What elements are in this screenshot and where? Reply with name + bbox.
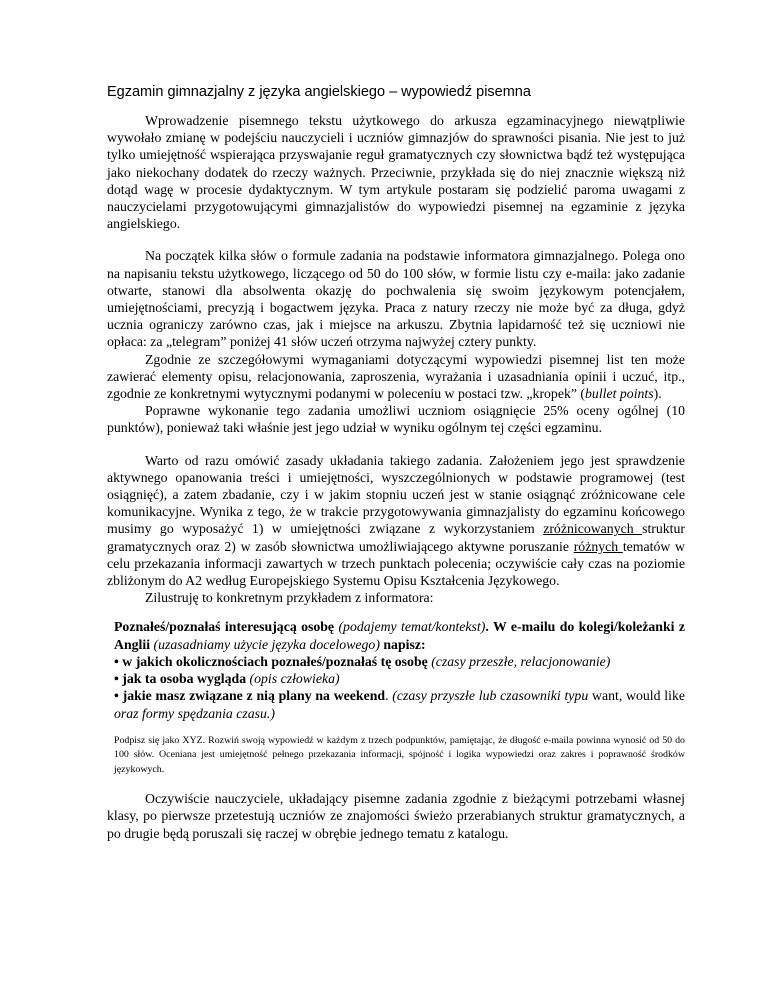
task-prompt: Poznałeś/poznałaś interesującą osobę (podajemy temat/kontekst). W e-mailu do kolegi/koleżanki z Anglii (uzasadniamy użycie języka docelowego) napisz: — [114, 619, 685, 652]
document-title: Egzamin gimnazjalny z języka angielskiego – wypowiedź pisemna — [107, 84, 531, 100]
paragraph-task-rules: Warto od razu omówić zasady układania takiego zadania. Założeniem jego jest sprawdzenie aktywnego opanowania treści i umiejętności, wyszczególnionych w podstawie programowej (test osiągnięć), a zatem zbadanie, czy i w jakim stopniu uczeń jest w stanie osiągnąć zróżnicowane cele komunikacyjne. Wynika z tego, że w trakcie przygotowywania gimnazjalisty do egzaminu końcowego musimy go wyposażyć 1) w umiejętności związane z wykorzystaniem zróżnicowanych struktur gramatycznych oraz 2) w zasób słownictwa umożliwiającego aktywne poruszanie różnych tematów w celu przekazania informacji zawartych w trzech punktach polecenia; oczywiście cały czas na poziomie zbliżonym do A2 według Europejskiego Systemu Opisu Kształcenia Językowego. — [107, 452, 686, 589]
bullet-points-term: bullet points — [585, 386, 654, 402]
underlined-roznych: różnych — [573, 538, 623, 554]
paragraph-closing: Oczywiście nauczyciele, układający pisemne zadania zgodnie z bieżącymi potrzebami własnej klasy, po pierwsze przetestują uczniów ze znajomości świeżo przerabianych struktur gramatycznych, a po drugie będą poruszali się raczej w obrębie jednego tematu z katalogu. — [107, 791, 685, 841]
underlined-zroznicowanych: zróżnicowanych — [543, 521, 643, 537]
task-bullet-1: • w jakich okolicznościach poznałeś/poznałaś tę osobę (czasy przeszłe, relacjonowanie) — [114, 653, 611, 669]
task-instructions-note: Podpisz się jako XYZ. Rozwiń swoją wypowiedź w każdym z trzech podpunktów, pamiętając, że długość e-maila powinna wynosić od 50 do 100 słów. Oceniana jest umiejętność pełnego przekazania informacji, spójność i logika wypowiedzi oraz zakres i poprawność środków językowych. — [114, 734, 685, 775]
paragraph-task-format: Na początek kilka słów o formule zadania na podstawie informatora gimnazjalnego. Polega ono na napisaniu tekstu użytkowego, liczącego od 50 do 100 słów, w formie listu czy e-maila: jako zadanie otwarte, stanowi dla absolwenta okazję do pochwalenia się swoim językowym potencjałem, umiejętnościami, precyzją i bogactwem języka. Praca z natury rzeczy nie może być za długa, gdyż ucznia ograniczy zarówno czas, jak i miejsce na arkuszu. Zbytnia lapidarność też się uczniowi nie opłaca: za „telegram” poniżej 41 słów uczeń otrzyma najwyżej cztery punkty. — [107, 248, 685, 350]
paragraph-intro: Wprowadzenie pisemnego tekstu użytkowego do arkusza egzaminacyjnego niewątpliwie wywołało zmianę w podejściu nauczycieli i uczniów gimnazjów do sprawności pisania. Nie jest to już tylko umiejętność wspierająca przyswajanie reguł gramatycznych czy słownictwa bądź też występująca jako niekochany dodatek do rzeczy ważnych. Przeciwnie, przykłada się do niej znacznie większą niż dotąd wagę w procesie dydaktycznym. W tym artykule postaram się podzielić paroma uwagami z nauczycielami przygotowującymi gimnazjalistów do wypowiedzi pisemnej na egzaminie z języka angielskiego. — [107, 113, 685, 232]
paragraph-requirements: Zgodnie ze szczegółowymi wymaganiami dotyczącymi wypowiedzi pisemnej list ten może zawierać elementy opisu, relacjonowania, zaproszenia, wyrażania i uzasadniania opinii i uczuć, itp., zgodnie ze konkretnymi wytycznymi podanymi w poleceniu w postaci tzw. „kropek” (bullet points). — [107, 351, 685, 402]
example-task-box — [114, 618, 685, 721]
document-page — [107, 84, 685, 842]
task-bullet-3: • jakie masz związane z nią plany na weekend. (czasy przyszłe lub czasowniki typu want, would like oraz formy spędzania czasu.) — [114, 688, 685, 721]
task-bullet-2: • jak ta osoba wygląda (opis człowieka) — [114, 671, 340, 687]
paragraph-example-intro: Zilustruję to konkretnym przykładem z informatora: — [145, 590, 434, 606]
paragraph-score-share: Poprawne wykonanie tego zadania umożliwi uczniom osiągnięcie 25% oceny ogólnej (10 punktów), ponieważ taki właśnie jest jego udział w wyniku ogólnym tej części egzaminu. — [107, 403, 685, 436]
